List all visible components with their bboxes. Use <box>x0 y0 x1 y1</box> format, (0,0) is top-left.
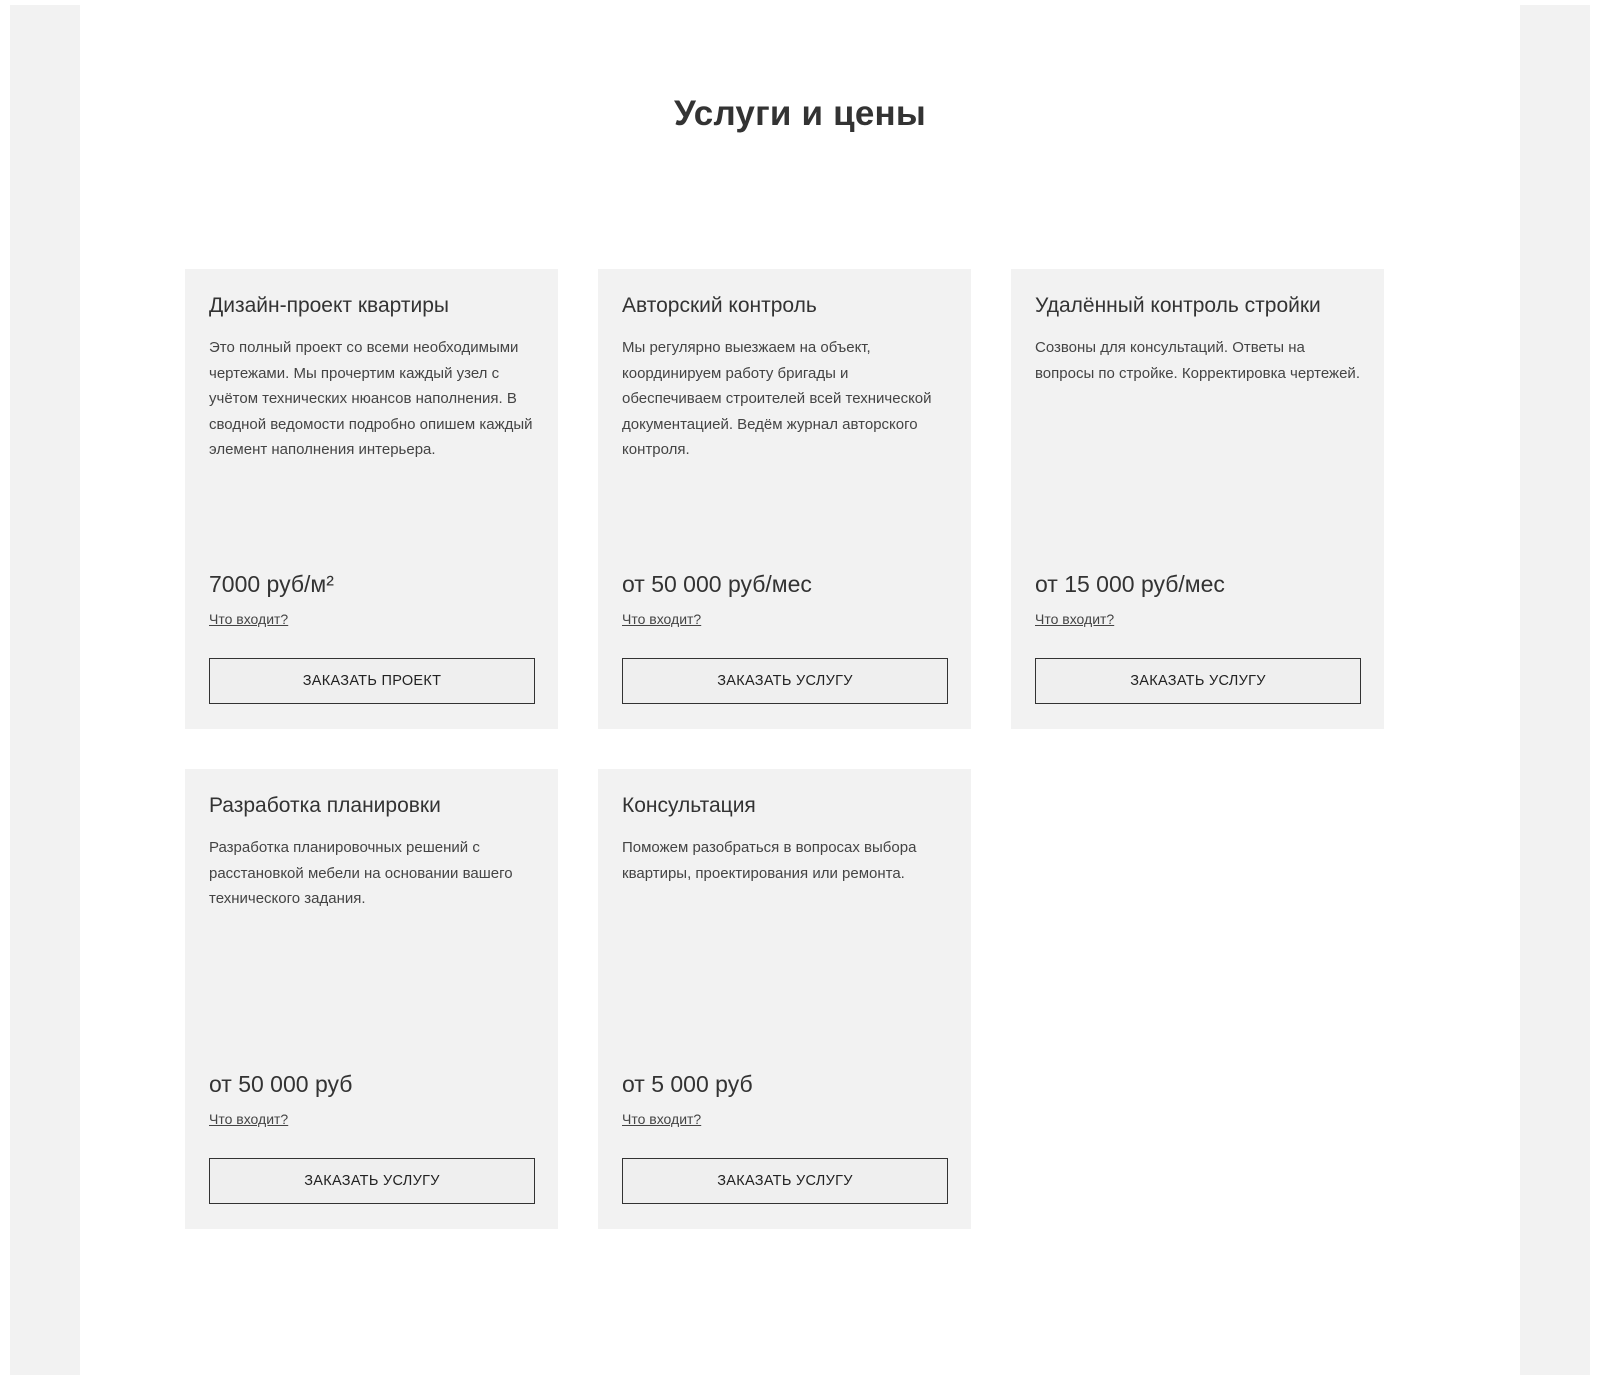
left-side-rail <box>10 5 80 1375</box>
service-price: от 50 000 руб <box>209 1071 353 1097</box>
service-price: от 15 000 руб/мес <box>1035 571 1225 597</box>
service-price: от 50 000 руб/мес <box>622 571 812 597</box>
service-description: Созвоны для консультаций. Ответы на вопросы по стройке. Корректировка чертежей. <box>1035 339 1360 382</box>
whats-included-link[interactable]: Что входит? <box>209 611 289 627</box>
service-price: 7000 руб/м² <box>209 571 334 597</box>
whats-included-link[interactable]: Что входит? <box>622 611 702 627</box>
service-card-consultation <box>598 769 971 1229</box>
section-title: Услуги и цены <box>674 94 926 133</box>
order-service-button[interactable]: ЗАКАЗАТЬ УСЛУГУ <box>1035 658 1361 704</box>
order-service-button[interactable]: ЗАКАЗАТЬ УСЛУГУ <box>209 1158 535 1204</box>
service-title: Авторский контроль <box>622 294 817 317</box>
whats-included-link[interactable]: Что входит? <box>209 1111 289 1127</box>
service-price: от 5 000 руб <box>622 1071 753 1097</box>
order-service-button[interactable]: ЗАКАЗАТЬ УСЛУГУ <box>622 658 948 704</box>
right-side-rail <box>1520 5 1590 1375</box>
service-title: Разработка планировки <box>209 794 441 817</box>
service-title: Консультация <box>622 794 756 817</box>
whats-included-link[interactable]: Что входит? <box>1035 611 1115 627</box>
service-title: Дизайн-проект квартиры <box>209 294 449 317</box>
service-description: Это полный проект со всеми необходимыми чертежами. Мы прочертим каждый узел с учётом технических нюансов наполнения. В сводной ведомости подробно опишем каждый элемент наполнения интерьера. <box>209 339 533 458</box>
order-service-button[interactable]: ЗАКАЗАТЬ УСЛУГУ <box>622 1158 948 1204</box>
service-card-layout-development <box>185 769 558 1229</box>
service-description: Поможем разобраться в вопросах выбора квартиры, проектирования или ремонта. <box>622 839 917 882</box>
service-card-remote-supervision <box>1011 269 1384 729</box>
service-card-design-project <box>185 269 558 729</box>
service-description: Разработка планировочных решений с расстановкой мебели на основании вашего технического задания. <box>209 839 513 907</box>
service-title: Удалённый контроль стройки <box>1035 294 1321 317</box>
order-project-button[interactable]: ЗАКАЗАТЬ ПРОЕКТ <box>209 658 535 704</box>
whats-included-link[interactable]: Что входит? <box>622 1111 702 1127</box>
services-grid <box>185 269 1385 1229</box>
service-card-author-supervision <box>598 269 971 729</box>
service-description: Мы регулярно выезжаем на объект, координируем работу бригады и обеспечиваем строителей всей технической документацией. Ведём журнал авторского контроля. <box>622 339 932 458</box>
